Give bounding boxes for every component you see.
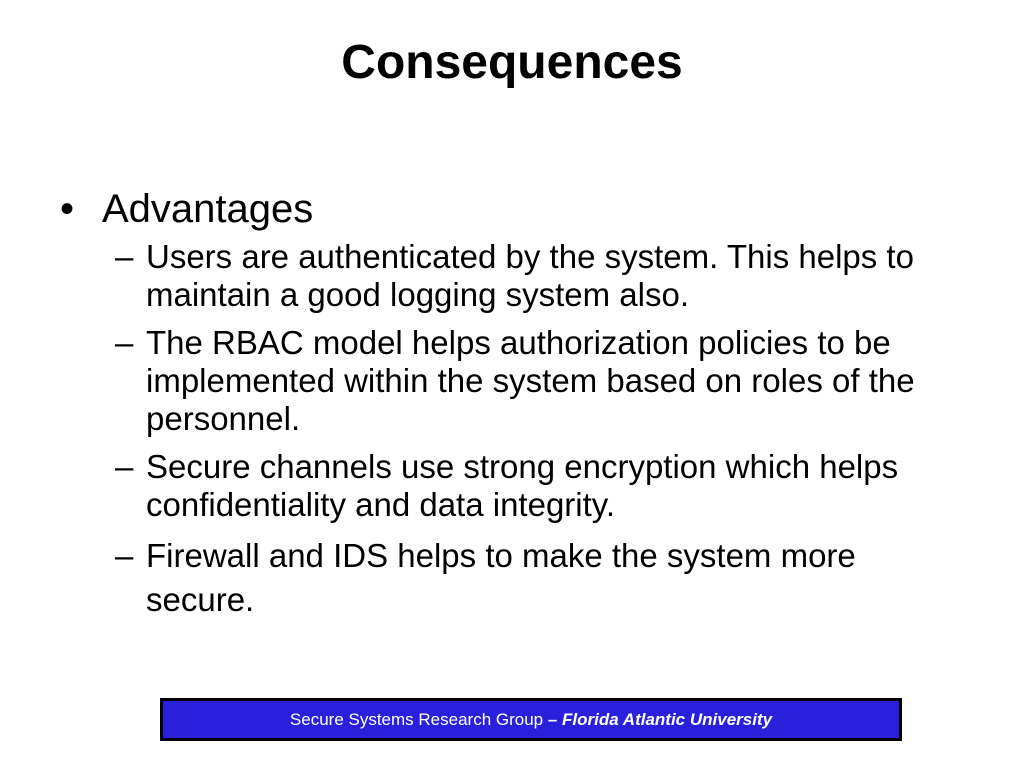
sub-bullet-item (60, 238, 960, 314)
dash-marker: – (115, 448, 134, 485)
sub-bullet-list (60, 238, 960, 622)
sub-bullet-text: The RBAC model helps authorization policies to be implemented within the system based on roles of the personnel. (146, 324, 915, 437)
dash-marker: – (115, 537, 134, 574)
sub-bullet-item (60, 324, 960, 438)
footer-university: – Florida Atlantic University (547, 709, 773, 729)
dash-marker: – (115, 324, 134, 361)
dash-marker: – (115, 238, 134, 275)
footer-group-name: Secure Systems Research Group (289, 709, 544, 729)
bullet-text: Advantages (102, 187, 314, 231)
sub-bullet-item (60, 534, 960, 622)
slide-content (60, 184, 960, 632)
bullet-marker: • (60, 187, 75, 231)
sub-bullet-text: Firewall and IDS helps to make the system more secure. (146, 537, 856, 618)
slide-title: Consequences (341, 36, 683, 89)
footer-banner (160, 698, 902, 741)
bullet-item-advantages (60, 184, 960, 234)
sub-bullet-item (60, 448, 960, 524)
sub-bullet-text: Secure channels use strong encryption which helps confidentiality and data integrity. (146, 448, 899, 523)
sub-bullet-text: Users are authenticated by the system. This helps to maintain a good logging system also. (146, 238, 914, 313)
